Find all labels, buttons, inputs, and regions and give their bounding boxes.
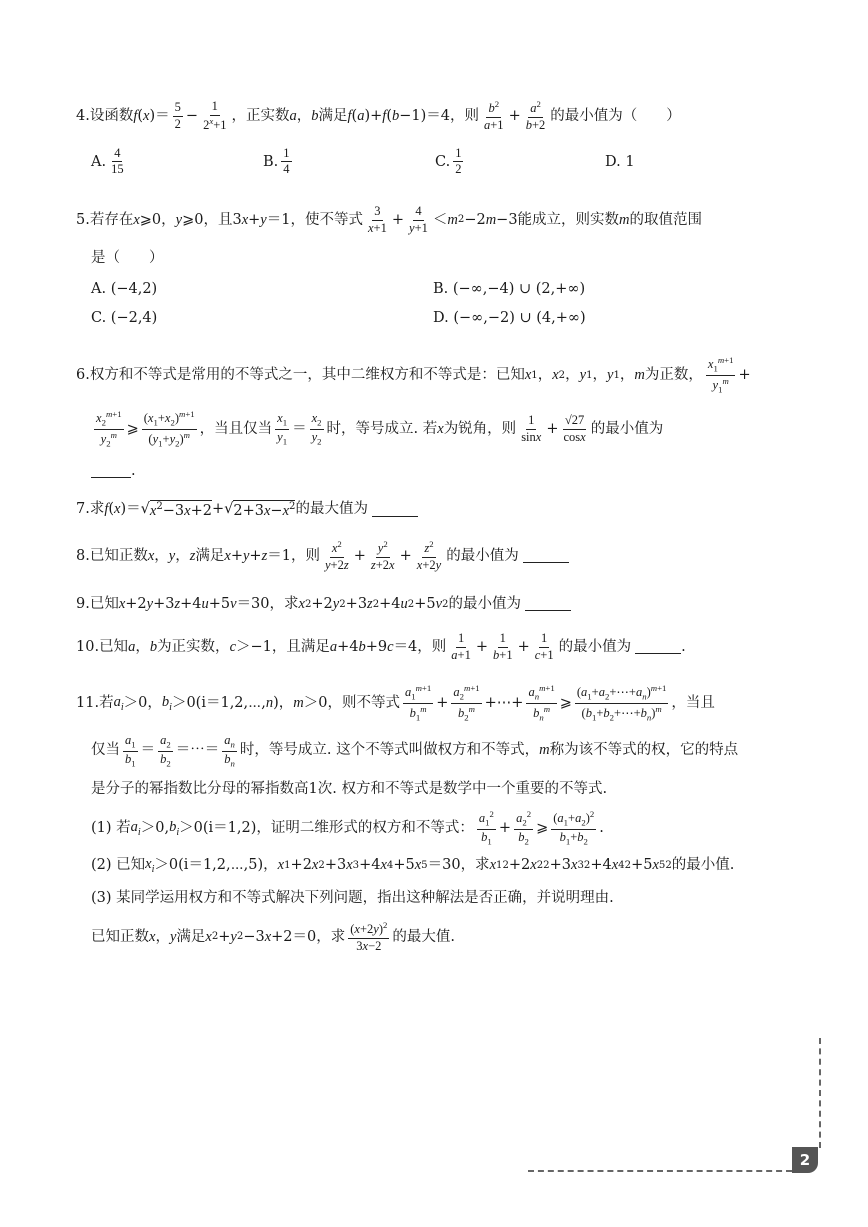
q7-lead: 求 <box>89 501 105 518</box>
q4-tail: 的最小值为（ ） <box>550 107 681 124</box>
q6-frac-sum: $\frac{(x_1+x_2)^{m+1}}{(y_1+y_2)^m}$ <box>143 408 195 449</box>
question-7: 7. 求 f ( x )＝√ $x^2-3x+2$ +√ $2+3x-x^2$ 的最大值为 <box>76 500 828 520</box>
q6-answer-blank[interactable] <box>91 465 131 478</box>
q6-frac-cos: $\frac{√27}{\cos x}$ <box>563 413 586 444</box>
q6-eq: 时，等号成立. 若 <box>326 420 438 437</box>
q11-part4-lead: 已知正数 <box>91 928 149 945</box>
q9-then: ，求 <box>269 596 299 612</box>
q10-number: 10. <box>76 638 100 655</box>
page-corner-horizontal-dash <box>528 1170 792 1172</box>
q11-after: ，当且 <box>671 695 715 712</box>
q11-part3: (3) 某同学运用权方和不等式解决下列问题，指出这种解法是否正确，并说明理由. <box>91 889 614 906</box>
question-8: 8. 已知正数 x ， y ， z 满足 x + y + z ＝1 ，则 $\frac{x^2}{y+2z}$ + $\frac{y^2}{z+2x}$ + $\frac{z^2}{x+2y}$ 的最小值为 <box>76 540 828 573</box>
page-number: 2 <box>792 1147 818 1173</box>
q4-frac-exp: $\frac{1}{2^x+1}$ <box>203 99 227 132</box>
q7-tail: 的最大值为 <box>295 501 368 518</box>
q4-lead: 设函数 <box>89 107 134 124</box>
q5-and: ，且 <box>203 211 233 228</box>
q4-function: f <box>133 107 138 124</box>
q11-part4-cond: 满足 <box>176 928 206 945</box>
q5-option-b[interactable]: B. (−∞,−4) ∪ (2,+∞) <box>433 280 586 297</box>
q10-lead: 已知 <box>99 638 129 655</box>
q8-number: 8. <box>76 547 90 564</box>
page-corner-vertical-dash <box>819 1038 821 1148</box>
q6-when: ，当且仅当 <box>199 420 273 437</box>
q11-line2b: 时，等号成立. 这个不等式叫做权方和不等式， <box>239 742 540 759</box>
q11-part1-text: ，证明二维形式的权方和不等式： <box>256 820 474 837</box>
q4-then: ，则 <box>450 107 479 124</box>
q9-answer-blank[interactable] <box>525 598 571 611</box>
question-6: 6. 权方和不等式是常用的不等式之一，其中二维权方和不等式是：已知 x 1 ， x 2 ， y 1 ， y 1 ， m 为正数， $\frac{x_1^{m+1}}{y_1^m}$ + $\frac{x_2^{m+1}}{y_2^m}$ ⩾ $\frac{(x_1+x_2)^{m+1}}{(y_1+y_2)^m}$ ，当且仅当 $\frac{x_1}{y_1}$ ＝ $\frac{x_2}{y_2}$ 时，等号成立. 若 x 为锐角，则 $\frac{1}{\sin x}$ + $\frac{√27}{\cos x}$ 的最小值为 . <box>76 355 751 480</box>
q9-number: 9. <box>76 596 90 612</box>
q11-part4-tail: 的最大值. <box>392 928 455 945</box>
q10-answer-blank[interactable] <box>635 641 681 654</box>
q8-tail: 的最小值为 <box>446 547 519 564</box>
q11-then: ，则不等式 <box>327 695 400 712</box>
q11-part1-lead: (1) 若 <box>91 820 131 837</box>
q7-number: 7. <box>76 501 90 518</box>
q4-frac-b2: $\frac{b^2}{a+1}$ <box>484 99 504 132</box>
q6-line1b: 为正数， <box>644 367 703 384</box>
q4-frac-5-2: $\frac{5}{2}$ <box>174 100 181 131</box>
q10-tail: 的最小值为 <box>558 638 632 655</box>
q4-frac-a2: $\frac{a^2}{b+2}$ <box>525 99 546 132</box>
q4-number: 4. <box>76 107 90 124</box>
question-4: 4. 设函数 f ( x )＝ $\frac{5}{2}$ − $\frac{1}{2^x+1}$ ，正实数 a ， b 满足 f ( a )+ f ( b −1)＝4 ，则 $\frac{b^2}{a+1}$ + $\frac{a^2}{b+2}$ 的最小值为（ ） A. $\frac{4}{15}$ B. $\frac{1}{4}$ C. $\frac{1}{2}$ D. 1 <box>76 99 681 177</box>
q8-then: ，则 <box>290 547 320 564</box>
q6-line1: 权方和不等式是常用的不等式之一，其中二维权方和不等式是：已知 <box>89 367 525 384</box>
q5-frac-4: $\frac{4}{y+1}$ <box>409 204 428 235</box>
q5-tail: 能成立，则实数 <box>517 211 620 228</box>
q4-mid: ，正实数 <box>231 107 290 124</box>
q11-part2-lead: (2) 已知 <box>91 856 146 873</box>
q10-and: ，且满足 <box>271 638 330 655</box>
q11-part2-text: ，求 <box>460 856 490 873</box>
question-9: 9. 已知 x +2 y +3 z +4 u +5 v ＝30 ，求 x 2 +2 y 2 +3 z 2 +4 u 2 +5 v 2 的最小值为 <box>76 596 828 613</box>
q5-frac-3: $\frac{3}{x+1}$ <box>367 204 387 235</box>
q5-option-d[interactable]: D. (−∞,−2) ∪ (4,+∞) <box>433 310 586 327</box>
question-10: 10. 已知 a ， b 为正实数， c ＞−1 ，且满足 a +4 b +9 c ＝4 ，则 $\frac{1}{a+1}$ + $\frac{1}{b+1}$ + $\frac{1}{c+1}$ 的最小值为 . <box>76 631 686 662</box>
q5-option-c[interactable]: C. (−2,4) <box>91 310 158 327</box>
q6-acute: 为锐角，则 <box>443 420 517 437</box>
q8-cond: 满足 <box>195 547 225 564</box>
q5-make: ，使不等式 <box>290 211 363 228</box>
q4-cond: 满足 <box>318 107 348 124</box>
q5-number: 5. <box>76 211 90 228</box>
q6-number: 6. <box>76 367 90 384</box>
q5-line2: 是（ ） <box>91 249 164 266</box>
q10-pos: 为正实数， <box>157 638 230 655</box>
q11-number: 11. <box>76 695 100 712</box>
q11-line2c: 称为该不等式的权，它的特点 <box>549 742 739 759</box>
q5-lead: 若存在 <box>89 211 134 228</box>
q11-part4-then: ，求 <box>316 928 346 945</box>
q9-tail: 的最小值为 <box>448 596 521 612</box>
q11-part2-tail: 的最小值. <box>671 856 735 873</box>
q6-frac-x1: $\frac{x_1^{m+1}}{y_1^m}$ <box>707 355 734 395</box>
q10-then: ，则 <box>417 638 447 655</box>
q5-tail2: 的取值范围 <box>629 211 703 228</box>
q11-line2a: 仅当 <box>91 742 120 759</box>
q6-tail: 的最小值为 <box>590 420 664 437</box>
q4-option-b[interactable]: B. $\frac{1}{4}$ <box>263 145 290 177</box>
q8-answer-blank[interactable] <box>523 550 569 563</box>
q6-frac-x2: $\frac{x_2^{m+1}}{y_2^m}$ <box>96 408 122 449</box>
question-5: 5. 若存在 x ⩾0， y ⩾0 ，且 3 x + y ＝1 ，使不等式 $\frac{3}{x+1}$ + $\frac{4}{y+1}$ ＜ m 2 −2 m −3 能成立，则实数 m 的取值范围 是（ ） A. (−4,2) B. (−∞,−4) ∪ (2,+∞) C. (−2,4) D. (−∞,−2) ∪ (4,+∞) <box>76 204 703 327</box>
q5-option-a[interactable]: A. (−4,2) <box>91 280 158 297</box>
q11-lead: 若 <box>99 695 114 712</box>
q6-frac-sin: $\frac{1}{\sin x}$ <box>521 413 542 444</box>
q4-option-c[interactable]: C. $\frac{1}{2}$ <box>435 145 462 177</box>
q4-option-d[interactable]: D. 1 <box>605 153 635 170</box>
q4-option-a[interactable]: A. $\frac{4}{15}$ <box>91 145 124 177</box>
q11-line3: 是分子的幂指数比分母的幂指数高1次. 权方和不等式是数学中一个重要的不等式. <box>91 780 608 797</box>
q7-answer-blank[interactable] <box>372 504 418 517</box>
question-11: 11. 若 $a_i$ ＞0， $b_i$ ＞0(i＝1,2,⋯, n )， m ＞0 ，则不等式 $\frac{a_1^{m+1}}{b_1^m}$ + $\frac{a_2^{m+1}}{b_2^m}$ +⋯+ $\frac{a_n^{m+1}}{b_n^m}$ ⩾ $\frac{(a_1+a_2+\cdots+a_n)^{m+1}}{(b_1+b_2+\cdots+b_n)^m}$ ，当且 仅当 $\frac{a_1}{b_1}$ ＝ $\frac{a_2}{b_2}$ ＝⋯＝ $\frac{a_n}{b_n}$ 时，等号成立. 这个不等式叫做权方和不等式， m 称为该不等式的权，它的特点 是分子的幂指数比分母的幂指数高1次. 权方和不等式是数学中一个重要的不等式. (1) 若 $a_i$ ＞0, $b_i$ ＞0(i＝1,2) ，证明二维形式的权方和不等式： $\frac{a_1^2}{b_1}$ + $\frac{a_2^2}{b_2}$ ⩾ $\frac{(a_1+a_2)^2}{b_1+b_2}$ . (2) 已知 $x_i$ ＞0(i＝1,2,⋯,5)， x 1 +2 x 2 +3 x 3 +4 x 4 +5 x 5 ＝30 ，求 x 1 2 +2 x 2 2 +3 x 3 2 +4 x 4 2 +5 x 5 2 的最小值. (3) 某同学运用权方和不等式解决下列问题，指出这种解法是否正确，并说明理由. 已知正数 x ， y 满足 x 2 + y 2 −3 x +2＝0 ，求 $\frac{(x+2y)^2}{3x-2}$ 的最大值. <box>76 683 739 953</box>
q8-lead: 已知正数 <box>89 547 148 564</box>
q9-lead: 已知 <box>89 596 119 612</box>
